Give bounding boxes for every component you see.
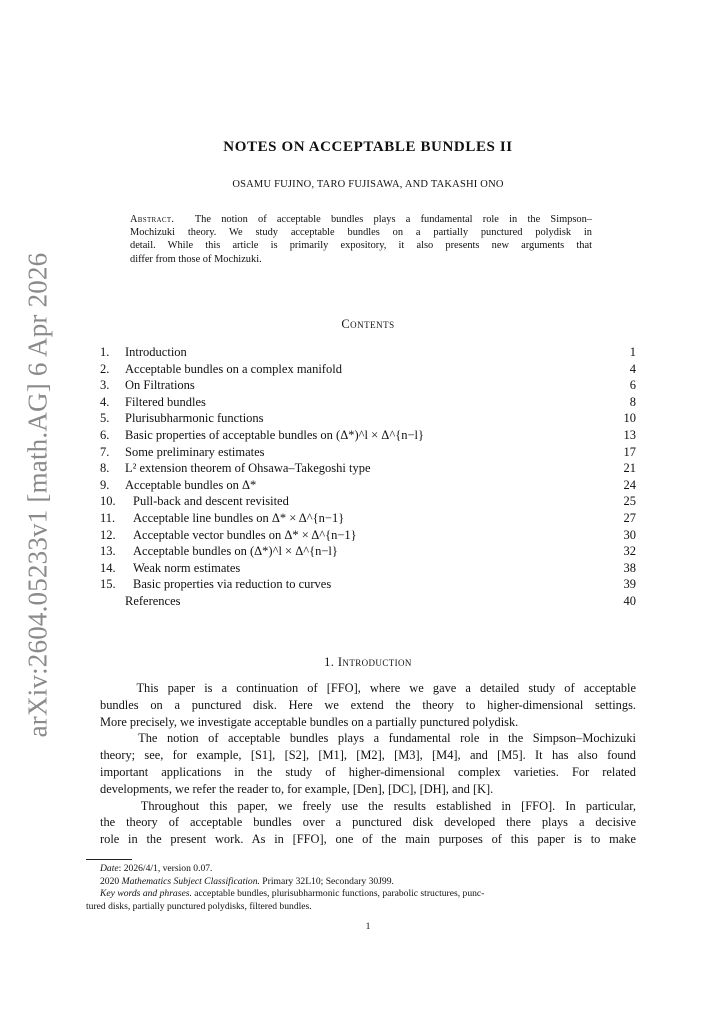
toc-item-title: Acceptable line bundles on Δ* × Δ^{n−1} bbox=[133, 510, 345, 525]
toc-item[interactable] bbox=[100, 576, 636, 593]
toc-item-page: 8 bbox=[629, 394, 636, 409]
toc-item-title: On Filtrations bbox=[125, 378, 195, 393]
toc-item[interactable] bbox=[100, 543, 636, 560]
toc-item-number bbox=[100, 593, 125, 610]
toc-item-title: References bbox=[125, 593, 181, 608]
footnote-msc: 2020 Mathematics Subject Classification. Primary 32L10; Secondary 30J99. bbox=[100, 875, 394, 887]
toc-item[interactable] bbox=[100, 427, 636, 444]
body-line: Throughout this paper, we freely use the results established in [FFO]. In particular, bbox=[140, 798, 637, 813]
toc-item-page: 40 bbox=[623, 593, 636, 608]
toc-item-title: Acceptable vector bundles on Δ* × Δ^{n−1} bbox=[133, 527, 357, 542]
toc-item-title: Weak norm estimates bbox=[133, 560, 241, 575]
toc-item-title: Filtered bundles bbox=[125, 394, 206, 409]
toc-item-title: Plurisubharmonic functions bbox=[125, 411, 264, 426]
body-line: important applications in the study of higher-dimensional complex varieties. For related bbox=[100, 764, 636, 779]
toc-item[interactable] bbox=[100, 593, 636, 610]
toc-item-title: Some preliminary estimates bbox=[125, 444, 265, 459]
toc-item[interactable] bbox=[100, 444, 636, 461]
section-body bbox=[100, 680, 636, 848]
toc-item-number: 1. bbox=[100, 345, 110, 359]
arxiv-sidebar-stamp bbox=[17, 252, 59, 738]
toc-item-number: 13. bbox=[100, 544, 116, 559]
toc-item-number: 10. bbox=[100, 494, 116, 509]
abstract-label: Abstract. bbox=[130, 214, 175, 225]
toc-item-number: 6. bbox=[100, 427, 110, 442]
body-line: developments, we refer the reader to, for example, [Den], [DC], [DH], and [K]. bbox=[100, 781, 494, 796]
toc-item-page: 4 bbox=[629, 361, 636, 376]
toc-item-number: 12. bbox=[100, 527, 116, 542]
toc-item-number: 3. bbox=[100, 378, 110, 393]
toc-item-page: 38 bbox=[623, 560, 636, 575]
toc-item-page: 6 bbox=[629, 378, 636, 393]
body-line: This paper is a continuation of [FFO], where we gave a detailed study of acceptable bbox=[136, 681, 636, 695]
toc-item-page: 27 bbox=[623, 510, 636, 525]
toc-item-number: 5. bbox=[100, 411, 110, 426]
toc-item-page: 32 bbox=[623, 544, 636, 559]
body-line: The notion of acceptable bundles plays a fundamental role in the Simpson–Mochizuki bbox=[138, 731, 637, 746]
toc-item[interactable] bbox=[100, 560, 636, 577]
toc-item-number: 15. bbox=[100, 577, 116, 592]
toc-item-number: 4. bbox=[100, 394, 110, 409]
body-line: the theory of acceptable bundles over a punctured disk developed there plays a decisive bbox=[100, 815, 636, 830]
contents-heading: Contents bbox=[341, 317, 395, 331]
footnote-keywords-cont: tured disks, partially punctured polydisks, filtered bundles. bbox=[86, 900, 312, 912]
toc-item[interactable] bbox=[100, 394, 636, 411]
abstract-line: differ from those of Mochizuki. bbox=[130, 253, 262, 265]
paper-title: NOTES ON ACCEPTABLE BUNDLES II bbox=[223, 139, 513, 155]
toc-item-title: Acceptable bundles on Δ* bbox=[125, 477, 257, 492]
toc-item-page: 21 bbox=[623, 461, 636, 476]
toc-item[interactable] bbox=[100, 460, 636, 477]
page-number: 1 bbox=[365, 921, 371, 932]
toc-item-page: 10 bbox=[623, 411, 636, 426]
toc-item-page: 24 bbox=[623, 477, 636, 492]
footnote-keywords: Key words and phrases. acceptable bundles, plurisubharmonic functions, parabolic structures, punc- bbox=[100, 888, 485, 900]
toc-item-page: 39 bbox=[623, 577, 636, 592]
toc-item-page: 30 bbox=[623, 527, 636, 542]
toc-item[interactable] bbox=[100, 527, 636, 544]
footnote-date: Date: 2026/4/1, version 0.07. bbox=[100, 863, 213, 874]
arxiv-id: arXiv:2604.05233v1 [math.AG] 6 Apr 2026 bbox=[22, 252, 53, 738]
toc-item-number: 9. bbox=[100, 477, 110, 492]
toc-item-number: 11. bbox=[100, 510, 116, 525]
toc-item[interactable] bbox=[100, 377, 636, 394]
section-heading-text: 1. Introduction bbox=[324, 655, 412, 669]
footnotes bbox=[86, 863, 636, 913]
toc-item-page: 17 bbox=[623, 444, 636, 459]
toc-item-number: 8. bbox=[100, 461, 110, 476]
toc-item-title: Introduction bbox=[125, 345, 187, 359]
toc-item-title: L² extension theorem of Ohsawa–Takegoshi type bbox=[125, 461, 371, 476]
body-line: bundles on a punctured disk. Here we extend the theory to higher-dimensional settings. bbox=[100, 697, 636, 712]
toc-item-page: 13 bbox=[623, 427, 636, 442]
toc-item-number: 7. bbox=[100, 444, 110, 459]
footnote-rule bbox=[86, 859, 132, 860]
abstract-line: Mochizuki theory. We study acceptable bundles on a partially punctured polydisk in bbox=[130, 227, 592, 239]
table-of-contents bbox=[100, 344, 636, 610]
paper-authors: OSAMU FUJINO, TARO FUJISAWA, AND TAKASHI ONO bbox=[232, 179, 504, 190]
toc-item-number: 2. bbox=[100, 361, 110, 376]
toc-item-number: 14. bbox=[100, 560, 116, 575]
toc-item[interactable] bbox=[100, 477, 636, 494]
toc-item-page: 25 bbox=[623, 494, 636, 509]
toc-item-title: Basic properties via reduction to curves bbox=[133, 577, 332, 592]
toc-item[interactable] bbox=[100, 410, 636, 427]
abstract bbox=[130, 213, 592, 266]
toc-item-title: Acceptable bundles on a complex manifold bbox=[125, 361, 342, 376]
abstract-line: The notion of acceptable bundles plays a fundamental role in the Simpson– bbox=[194, 214, 592, 225]
toc-item-title: Pull-back and descent revisited bbox=[133, 494, 289, 509]
toc-item[interactable] bbox=[100, 361, 636, 378]
toc-item-title: Acceptable bundles on (Δ*)^l × Δ^{n−l} bbox=[133, 544, 338, 559]
body-line: More precisely, we investigate acceptable bundles on a partially punctured polydisk. bbox=[100, 714, 519, 729]
body-line: theory; see, for example, [S1], [S2], [M1], [M2], [M3], [M4], and [M5]. It has also found bbox=[100, 748, 636, 763]
toc-item[interactable] bbox=[100, 344, 636, 361]
abstract-line: detail. While this article is primarily expository, it also presents new arguments that bbox=[130, 240, 592, 252]
body-line: role in the present work. As in [FFO], one of the main purposes of this paper is to make bbox=[100, 832, 636, 847]
toc-item-title: Basic properties of acceptable bundles on (Δ*)^l × Δ^{n−l} bbox=[125, 427, 424, 442]
toc-item[interactable] bbox=[100, 493, 636, 510]
toc-item[interactable] bbox=[100, 510, 636, 527]
section-heading bbox=[100, 655, 636, 670]
toc-item-page: 1 bbox=[629, 345, 636, 359]
